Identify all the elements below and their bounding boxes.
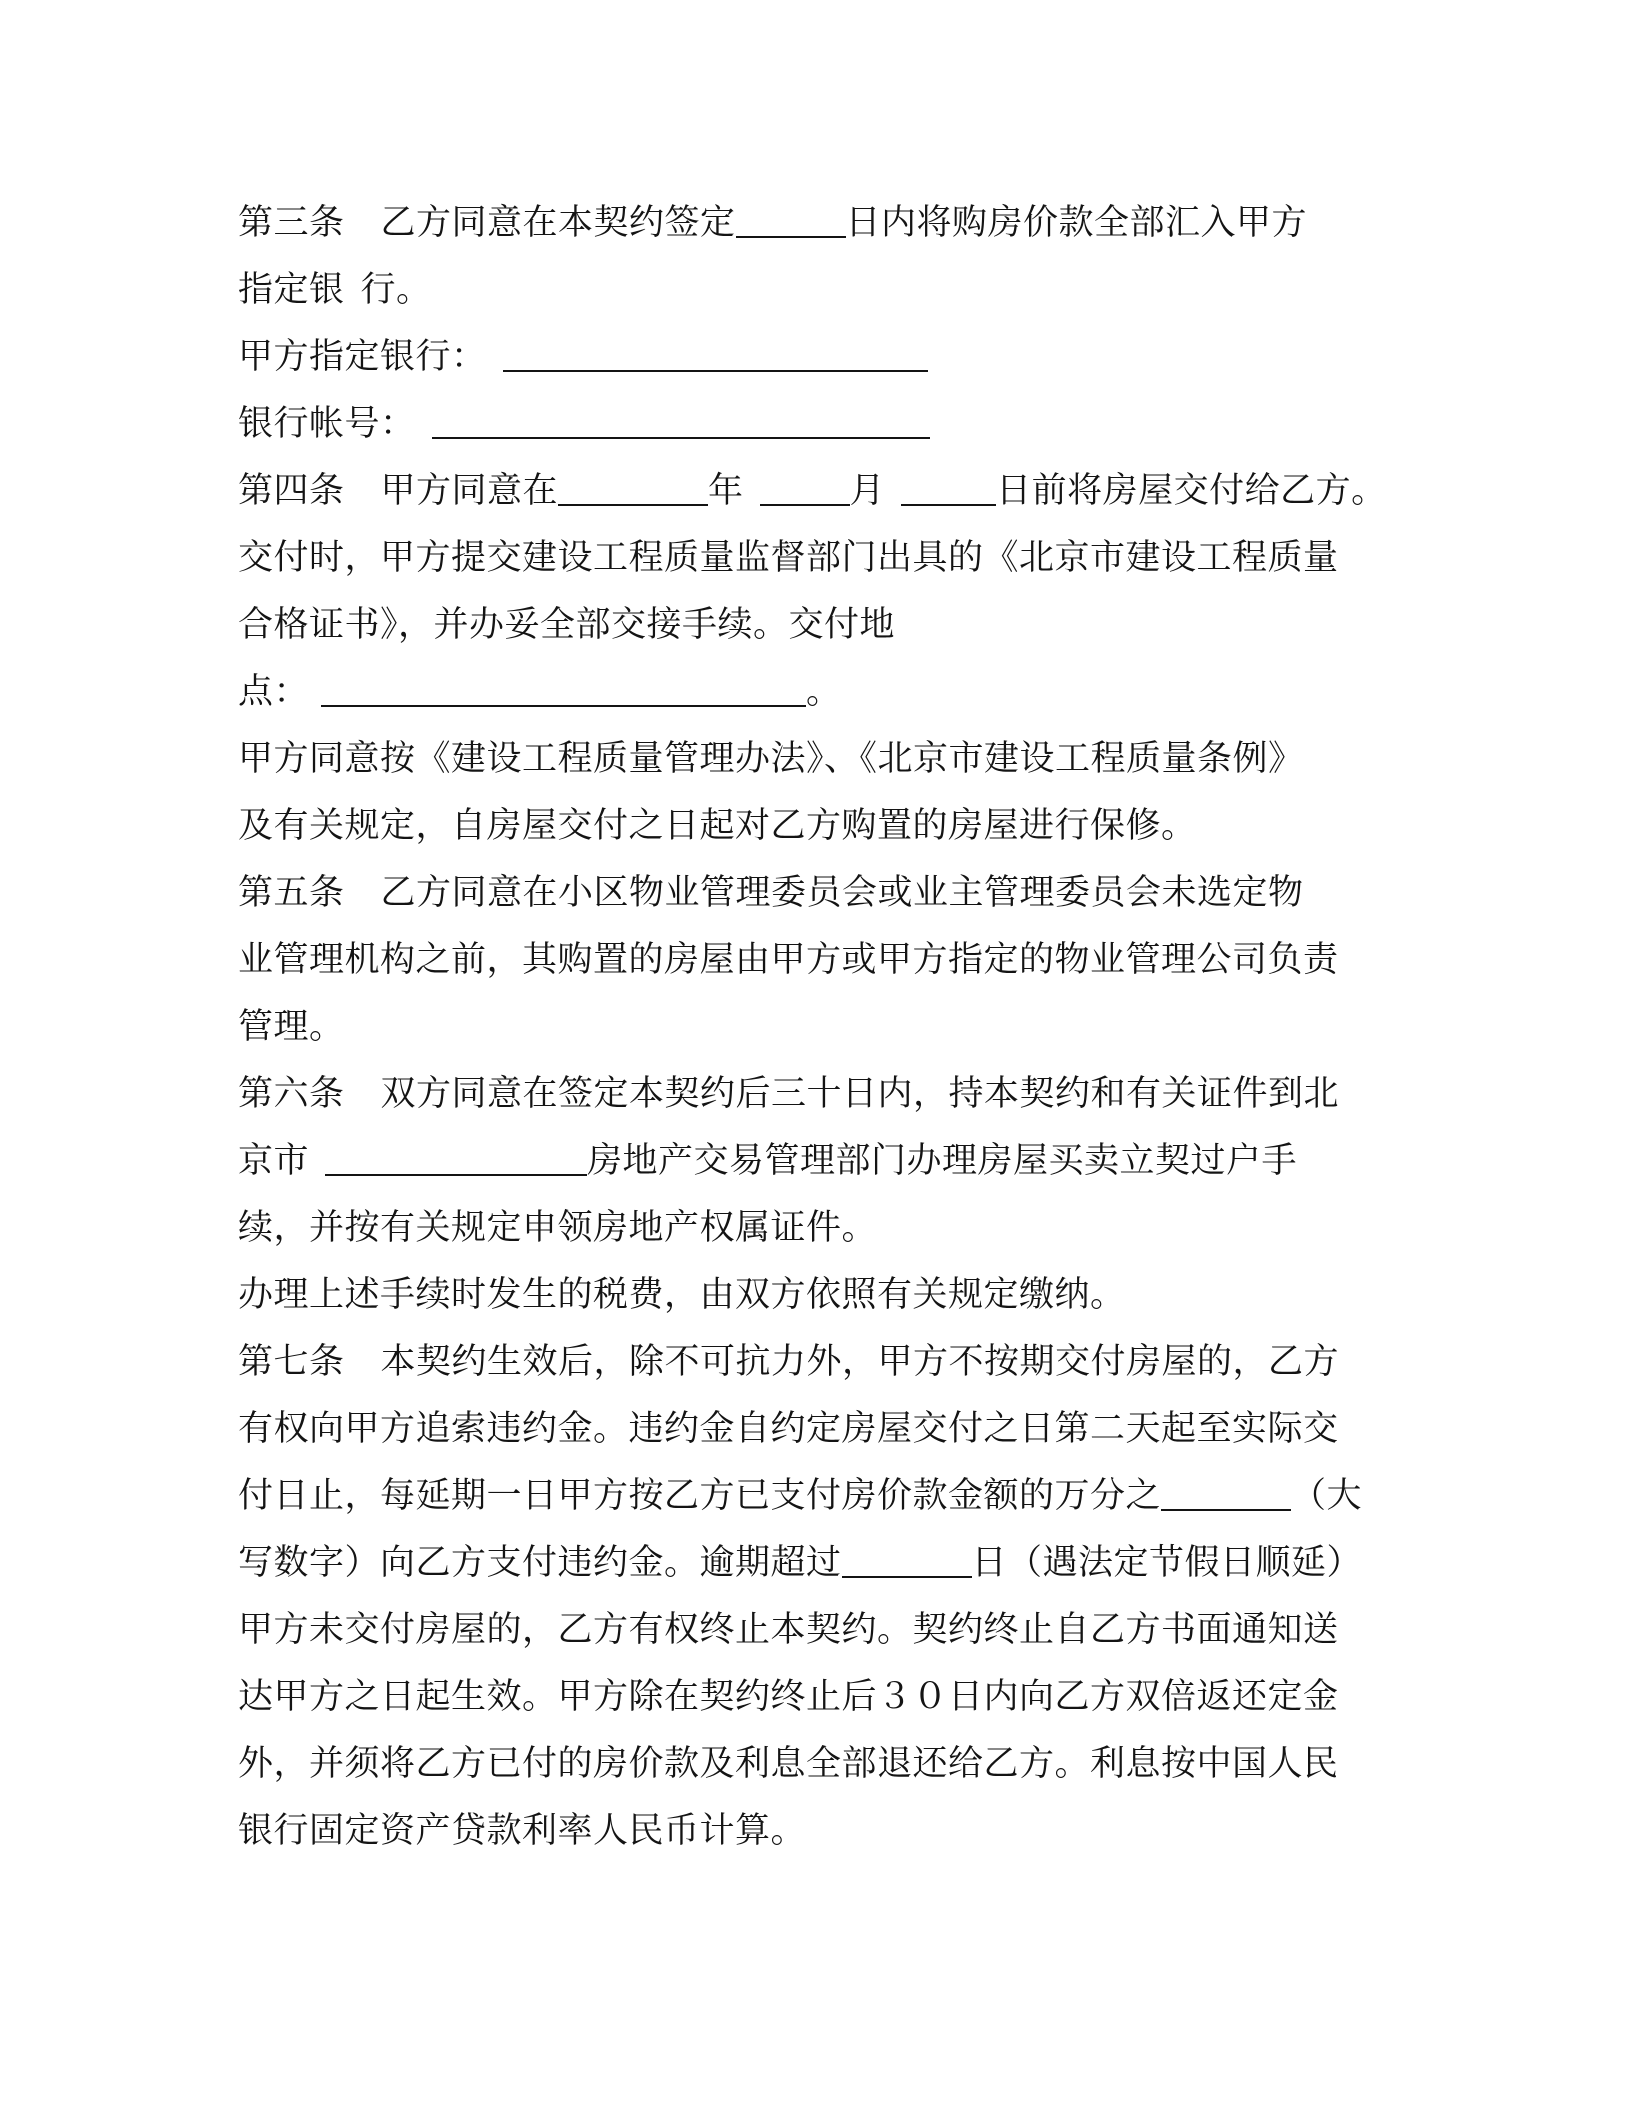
article-5-line-2: 业管理机构之前，其购置的房屋由甲方或甲方指定的物业管理公司负责 xyxy=(238,940,1339,980)
article-7-line-5: 甲方未交付房屋的，乙方有权终止本契约。契约终止自乙方书面通知送 xyxy=(238,1610,1339,1650)
payment-days-blank xyxy=(736,196,846,238)
delivery-year-blank xyxy=(558,464,708,506)
bank-name-blank xyxy=(503,330,928,372)
account-number-label: 银行帐号： xyxy=(238,404,416,444)
contract-page xyxy=(238,190,1398,1865)
article-5-heading: 第五条 xyxy=(238,873,345,913)
article-6-heading: 第六条 xyxy=(238,1074,345,1114)
article-4-line-5: 甲方同意按《建设工程质量管理办法》、《北京市建设工程质量条例》 xyxy=(238,739,1304,779)
article-4-line-6: 及有关规定，自房屋交付之日起对乙方购置的房屋进行保修。 xyxy=(238,806,1197,846)
district-blank xyxy=(325,1134,587,1176)
article-7-line-1: 第七条 本契约生效后，除不可抗力外，甲方不按期交付房屋的，乙方 xyxy=(238,1342,1340,1382)
article-7-heading: 第七条 xyxy=(238,1342,345,1382)
article-6-line-2: 京市 房地产交易管理部门办理房屋买卖立契过户手 xyxy=(238,1128,1398,1195)
article-5-line-3: 管理。 xyxy=(238,1007,345,1047)
penalty-rate-blank xyxy=(1161,1469,1291,1511)
account-number-blank xyxy=(432,397,930,439)
article-6-line-3: 续，并按有关规定申领房地产权属证件。 xyxy=(238,1208,878,1248)
delivery-place-blank xyxy=(321,665,806,707)
article-3-line-2: 指定银 行。 xyxy=(238,270,432,310)
overdue-days-blank xyxy=(842,1536,972,1578)
article-4-line-2: 交付时，甲方提交建设工程质量监督部门出具的《北京市建设工程质量 xyxy=(238,538,1339,578)
article-7-line-4: 写数字）向乙方支付违约金。逾期超过 日（遇法定节假日顺延） xyxy=(238,1530,1398,1597)
article-5-line-1: 第五条 乙方同意在小区物业管理委员会或业主管理委员会未选定物 xyxy=(238,873,1304,913)
delivery-place-label: 点： xyxy=(238,672,310,712)
delivery-place-line: 点： 。 xyxy=(238,659,1398,726)
delivery-day-blank xyxy=(901,464,996,506)
article-3-heading: 第三条 xyxy=(238,203,345,243)
article-3-line-1: 第三条 乙方同意在本契约签定 日内将购房价款全部汇入甲方 xyxy=(238,190,1398,257)
article-4-heading: 第四条 xyxy=(238,471,345,511)
article-4-line-3: 合格证书》，并办妥全部交接手续。交付地 xyxy=(238,605,896,645)
article-6-line-1: 第六条 双方同意在签定本契约后三十日内，持本契约和有关证件到北 xyxy=(238,1074,1340,1114)
bank-name-label: 甲方指定银行： xyxy=(238,337,487,377)
article-6-line-4: 办理上述手续时发生的税费，由双方依照有关规定缴纳。 xyxy=(238,1275,1126,1315)
article-7-line-7: 外，并须将乙方已付的房价款及利息全部退还给乙方。利息按中国人民 xyxy=(238,1744,1339,1784)
article-4-line-1: 第四条 甲方同意在 年 月 日前将房屋交付给乙方。 xyxy=(238,458,1398,525)
article-7-line-6: 达甲方之日起生效。甲方除在契约终止后３０日内向乙方双倍返还定金 xyxy=(238,1677,1339,1717)
article-7-line-8: 银行固定资产贷款利率人民币计算。 xyxy=(238,1811,807,1851)
bank-name-line xyxy=(238,324,1398,391)
delivery-month-blank xyxy=(760,464,850,506)
article-7-line-2: 有权向甲方追索违约金。违约金自约定房屋交付之日第二天起至实际交 xyxy=(238,1409,1339,1449)
account-number-line xyxy=(238,391,1398,458)
article-7-line-3: 付日止，每延期一日甲方按乙方已支付房价款金额的万分之 （大 xyxy=(238,1463,1398,1530)
